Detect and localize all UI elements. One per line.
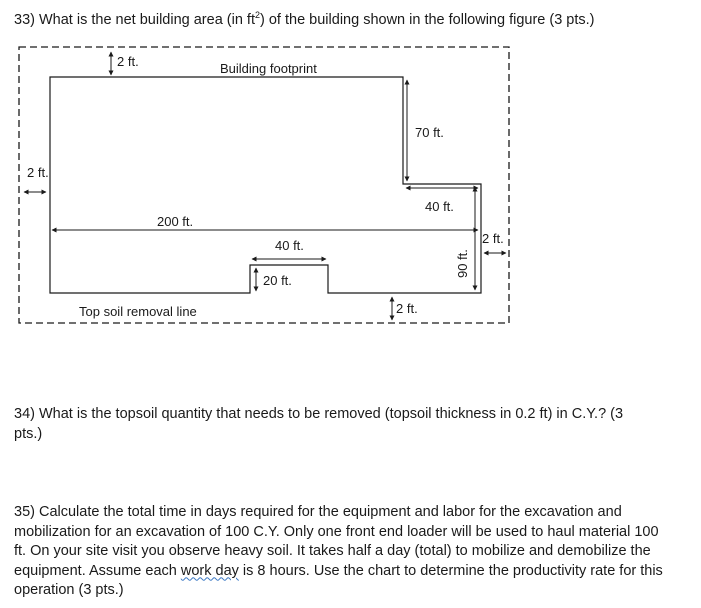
question-33-text-a: 33) What is the net building area (in ft [14, 11, 255, 28]
question-35 [14, 503, 664, 601]
building-outline [50, 77, 481, 293]
question-35-text-a: 35) Calculate the total time in days required for the equipment and labor for the excavation and mobilization for an excavation of 100 C.Y. Only one front end loader will be used to haul material 100 ft. On your site visit you observe heavy soil. It takes half a day (total) to mobilize and demobilize the equipment. Assume each [14, 504, 659, 579]
label-footprint: Building footprint [220, 61, 317, 76]
label-notch-depth: 70 ft. [415, 125, 444, 140]
question-33-text-b: ) of the building shown in the following figure (3 pts.) [260, 11, 595, 28]
label-notch-width: 40 ft. [425, 199, 454, 214]
label-right-height: 90 ft. [455, 249, 470, 278]
label-top-margin: 2 ft. [117, 54, 139, 69]
label-removal-line: Top soil removal line [79, 304, 197, 319]
question-33-superscript: 2 [255, 10, 261, 20]
label-tab-width: 40 ft. [275, 238, 304, 253]
label-right-margin: 2 ft. [482, 231, 504, 246]
question-35-underlined-term: work day [180, 562, 239, 579]
label-left-margin: 2 ft. [27, 165, 49, 180]
question-35-text-b: is 8 hours. Use the chart to determine the productivity rate for this operation (3 pts.) [14, 562, 663, 598]
label-bottom-margin: 2 ft. [396, 301, 418, 316]
label-tab-height: 20 ft. [263, 273, 292, 288]
label-total-width: 200 ft. [157, 214, 194, 229]
question-34: 34) What is the topsoil quantity that needs to be removed (topsoil thickness in 0.2 ft) in C.Y.? (3 pts.) [14, 406, 624, 442]
